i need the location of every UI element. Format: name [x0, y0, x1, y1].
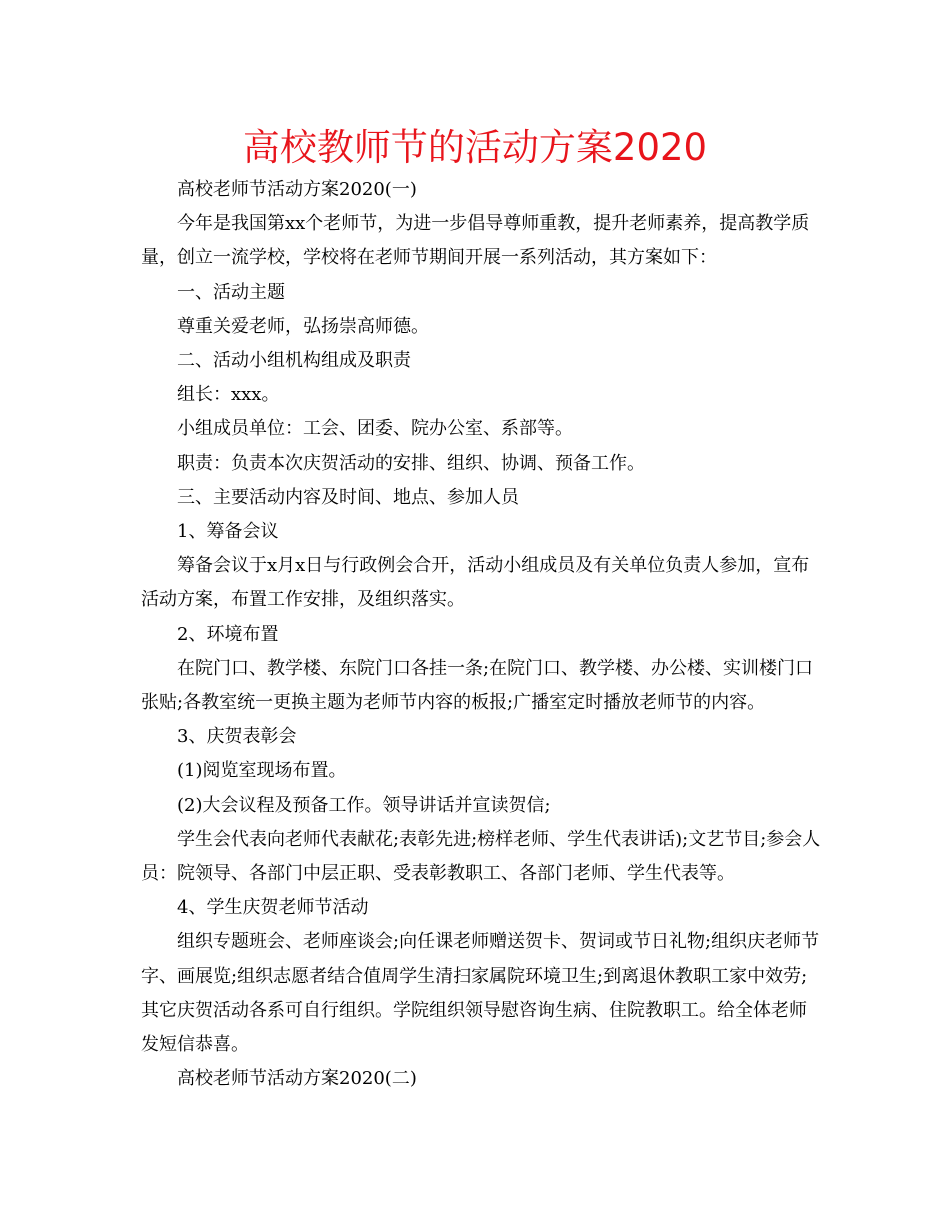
subsection-heading: 4、学生庆贺老师节活动	[177, 897, 369, 919]
list-item: (1)阅览室现场布置。	[177, 760, 347, 782]
section-heading: 三、主要活动内容及时间、地点、参加人员	[177, 486, 519, 508]
paragraph: 组织专题班会、老师座谈会;向任课老师赠送贺卡、贺词或节日礼物;组织庆老师节字、画展览;组织志愿者结合值周学生清扫家属院环境卫生;到离退休教职工家中效劳;其它庆贺活动各系可自行组织。学院组织领导慰咨询生病、住院教职工。给全体老师发短信恭喜。	[141, 931, 820, 1056]
paragraph: 职责：负责本次庆贺活动的安排、组织、协调、预备工作。	[177, 452, 645, 474]
document-body	[141, 173, 821, 1096]
paragraph: 学生会代表向老师代表献花;表彰先进;榜样老师、学生代表讲话);文艺节目;参会人员：院领导、各部门中层正职、受表彰教职工、各部门老师、学生代表等。	[141, 828, 821, 885]
paragraph: 组长：xxx。	[177, 384, 280, 406]
paragraph: 筹备会议于x月x日与行政例会合开，活动小组成员及有关单位负责人参加，宣布活动方案，布置工作安排，及组织落实。	[141, 555, 810, 611]
subsection-heading: 3、庆贺表彰会	[177, 726, 297, 748]
document-title: 高校教师节的活动方案2020	[242, 126, 708, 169]
section-heading: 二、活动小组机构组成及职责	[177, 350, 411, 372]
section-heading: 高校老师节活动方案2020(二)	[177, 1068, 417, 1090]
list-item: (2)大会议程及预备工作。领导讲话并宣读贺信;	[177, 794, 551, 816]
paragraph: 尊重关爱老师，弘扬崇高师德。	[177, 315, 429, 337]
paragraph: 小组成员单位：工会、团委、院办公室、系部等。	[177, 418, 573, 440]
subsection-heading: 1、筹备会议	[177, 521, 279, 543]
subsection-heading: 2、环境布置	[177, 623, 279, 645]
section-heading: 高校老师节活动方案2020(一)	[177, 179, 417, 200]
paragraph: 在院门口、教学楼、东院门口各挂一条;在院门口、教学楼、办公楼、实训楼门口张贴;各教室统一更换主题为老师节内容的板报;广播室定时播放老师节的内容。	[141, 657, 814, 714]
paragraph: 今年是我国第xx个老师节，为进一步倡导尊师重教，提升老师素养，提高教学质量，创立一流学校，学校将在老师节期间开展一系列活动，其方案如下：	[141, 213, 810, 269]
section-heading: 一、活动主题	[177, 281, 285, 303]
